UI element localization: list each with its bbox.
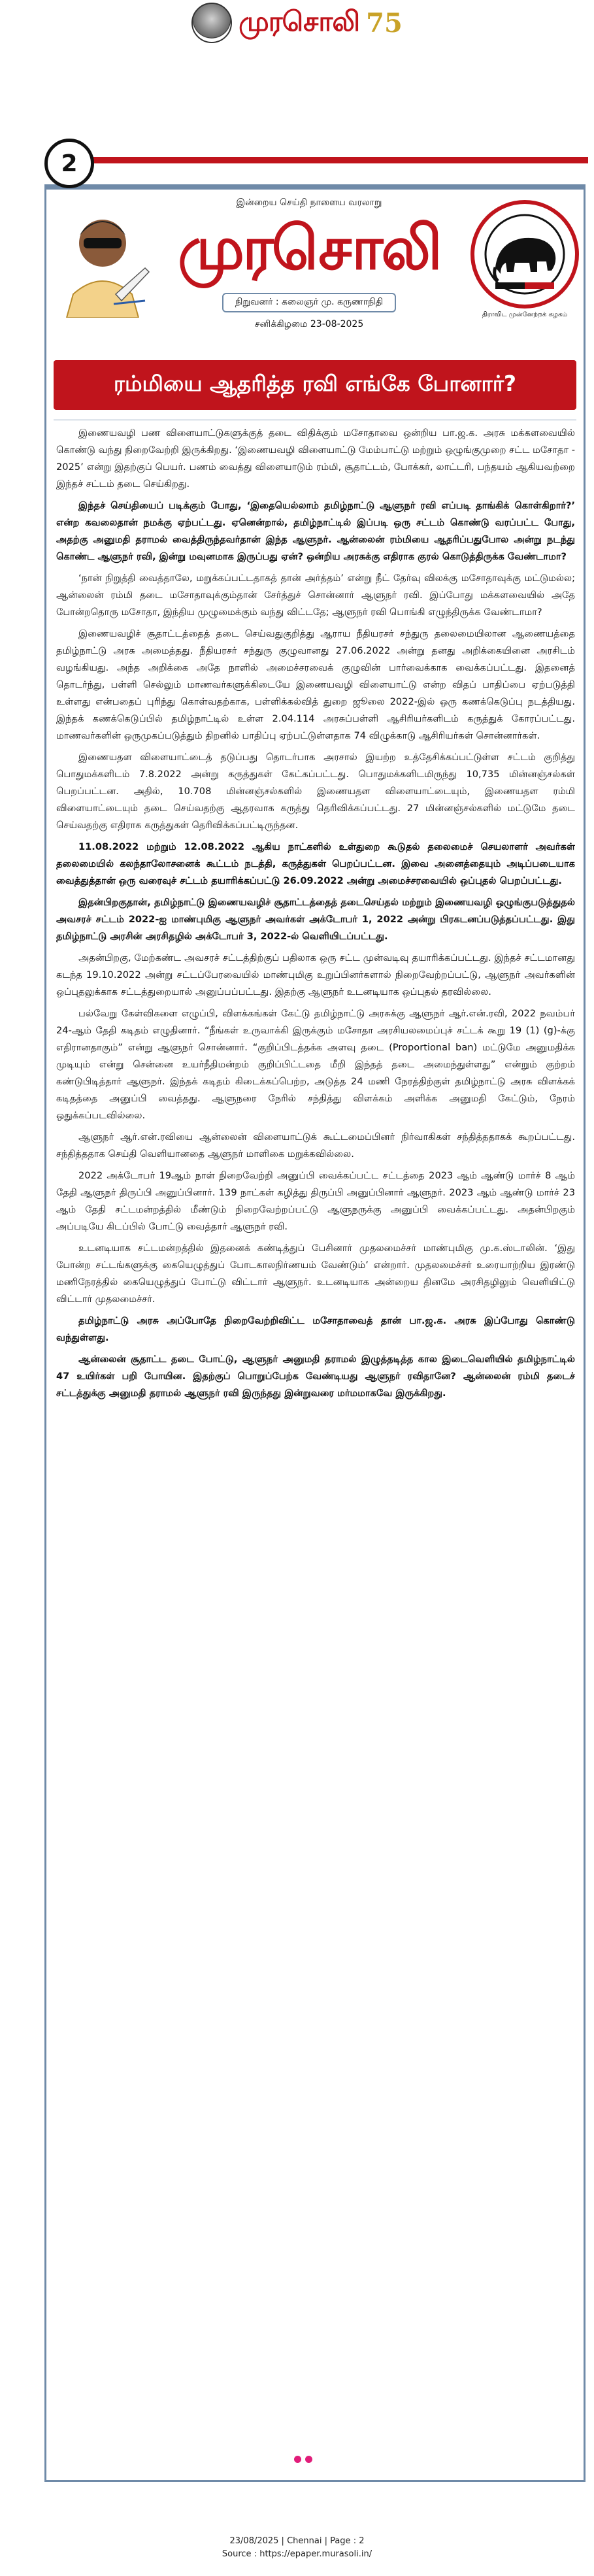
- end-marker: [294, 2456, 312, 2463]
- article-paragraph: ஆன்லைன் சூதாட்ட தடை போட்டு, ஆளுநர் அனுமதி தராமல் இழுத்தடித்த கால இடைவெளியில் தமிழ்நாட்டில் 47 உயிர்கள் பறி போயின. இதற்குப் பொறுப்பேற்க வேண்டியது ஆளுநர் ரவிதானே? ஆன்லைன் ரம்மி தடைச் சட்டத்துக்கு அனுமதி தராமல் ஆளுநர் ரவி இருந்தது இன்றுவரை மர்மமாகவே இருக்கிறது.: [56, 1354, 575, 1399]
- article-paragraph: 2022 அக்டோபர் 19ஆம் நாள் நிறைவேற்றி அனுப்பி வைக்கப்பட்ட சட்டத்தை 2023 ஆம் ஆண்டு மார்ச் 8 ஆம் தேதி ஆளுநர் திருப்பி அனுப்பினார். 139 நாட்கள் கழித்து திருப்பி அனுப்பினார் ஆளுநர். 2023 ஆம் ஆண்டு மார்ச் 23 ஆம் தேதி சட்டமன்றத்தில் மீண்டும் நிறைவேற்றப்பட்டு ஆளுநருக்கு அனுப்பி வைக்கப்பட்டது. அதன்பிறகும் அப்படியே கிடப்பில் போட்டு வைத்தார் ஆளுநர் ரவி.: [56, 1170, 575, 1232]
- article-paragraph: இதன்பிறகுதான், தமிழ்நாட்டு இணையவழிச் சூதாட்டத்தைத் தடைசெய்தல் மற்றும் இணையவழி ஒழுங்குபடுத்துதல் அவசரச் சட்டம் 2022-ஐ மாண்புமிகு ஆளுநர் அவர்கள் அக்டோபர் 1, 2022 அன்று பிரகடனப்படுத்தப்பட்டது. இது தமிழ்நாட்டு அரசின் அரசிதழில் அக்டோபர் 3, 2022-ல் வெளியிடப்பட்டது.: [56, 897, 575, 942]
- masthead-logo: முரசொலி: [239, 5, 360, 37]
- nameplate-name: முரசொலி: [178, 213, 440, 283]
- footer-source-line: Source : https://epaper.murasoli.in/: [222, 2549, 372, 2559]
- masthead-emblem-icon: [191, 3, 232, 43]
- article-paragraph: ‘நான் நிறுத்தி வைத்தாலே, மறுக்கப்பட்டதாகத் தான் அர்த்தம்’ என்று நீட் தேர்வு விலக்கு மசோதாவுக்கு மட்டுமல்ல; ஆன்லைன் ரம்மி தடை மசோதாவுக்கும்தான் சேர்த்துச் சொன்னார் ஆளுநர் ரவி. இப்போது மக்களவையில் அதே போன்றதொரு மசோதா, இந்திய முழுமைக்கும் வந்து விட்டதே; ஆளுநர் ரவி பொங்கி எழுந்திருக்க வேண்டாமா?: [56, 573, 575, 618]
- issue-date: சனிக்கிழமை 23-08-2025: [254, 319, 364, 329]
- article-paragraph: இந்தச் செய்தியைப் படிக்கும் போது, ‘இதையெல்லாம் தமிழ்நாட்டு ஆளுநர் ரவி எப்படி தாங்கிக் கொள்கிறார்?’ என்ற கவலைதான் நமக்கு ஏற்பட்டது. ஏனென்றால், தமிழ்நாட்டில் இப்படி ஒரு சட்டம் கொண்டு வரப்பட்ட போது, அதற்கு அனுமதி தராமல் வைத்திருந்தவர்தான் இந்த ஆளுநர். ஆன்லைன் ரம்மியை ஆதரிப்பதுபோல அன்று நடந்து கொண்ட ஆளுநர் ரவி, இன்று மவுனமாக இருப்பது ஏன்? ஒன்றிய அரசுக்கு எதிராக குரல் கொடுத்திருக்க வேண்டாமா?: [56, 500, 575, 562]
- article-paragraph: இணையவழிச் சூதாட்டத்தைத் தடை செய்வதுகுறித்து ஆராய நீதியரசர் சந்துரு தலைமையிலான ஆணையத்தை தமிழ்நாட்டு அரசு அமைத்தது. நீதியரசர் சந்துரு குழுவானது 27.06.2022 அன்று தனது அறிக்கையினை அரசிடம் வழங்கியது. அந்த அறிக்கை அதே நாளில் அமைச்சரவைக் குழுவின் பார்வைக்காக வைக்கப்பட்டது. இதனைத் தொடர்ந்து, பள்ளி செல்லும் மாணவர்களுக்கிடையே இணையவழி விளையாட்டு என்ற விதப் பாதிப்பை ஏற்படுத்தி உள்ளது என்பதைப் புரிந்து கொள்வதற்காக, பள்ளிக்கல்வித் துறை ஜூலை 2022-இல் ஒரு கணக்கெடுப்பு நடத்தியது. இந்தக் கணக்கெடுப்பில் தமிழ்நாட்டில் உள்ள 2.04.114 அரசுப்பள்ளி ஆசிரியர்களிடம் கருத்துக் கோரப்பட்டது. மாணவர்களின் ஒருமுகப்படுத்தும் திறனில் பாதிப்பு ஏற்பட்டுள்ளதாக 74 விழுக்காடு ஆசிரியர்கள் சொன்னார்கள்.: [56, 628, 575, 741]
- footer-date-line: 23/08/2025 | Chennai | Page : 2: [229, 2536, 365, 2546]
- article-paragraph: பல்வேறு கேள்விகளை எழுப்பி, விளக்கங்கள் கேட்டு தமிழ்நாட்டு அரசுக்கு ஆளுநர் ஆர்.என்.ரவி, 2022 நவம்பர் 24-ஆம் தேதி கடிதம் எழுதினார். “நீங்கள் உருவாக்கி இருக்கும் மசோதா அரசியலமைப்புச் சட்டக் கூறு 19 (1) (g)-க்கு எதிரானதாகும்” என்று ஆளுநர் சொன்னார். “குறிப்பிடத்தக்க அளவு தடை (Proportional ban) மட்டுமே அனுமதிக்க முடியும் என்று சென்னை உயர்நீதிமன்றம் குறிப்பிட்டதை மீறி இந்தத் தடை அமைந்துள்ளது” என்றும் குற்றம் கண்டுபிடித்தார் ஆளுநர். இந்தக் கடிதம் கிடைக்கப்பெற்ற, அடுத்த 24 மணி நேரத்திற்குள் தமிழ்நாட்டு அரசு விளக்கக் கடிதத்தை அனுப்பி வைத்தது. ஆளுநரை நேரில் சந்தித்து விளக்கம் அளிக்க அனுமதி கேட்டும், நேரம் ஒதுக்கப்படவில்லை.: [56, 1008, 575, 1121]
- article-paragraph: தமிழ்நாட்டு அரசு அப்போதே நிறைவேற்றிவிட்ட மசோதாவைத் தான் பா.ஜ.க. அரசு இப்போது கொண்டு வந்துள்ளது.: [56, 1315, 575, 1343]
- party-seal-elephant-icon: [469, 199, 580, 310]
- article-paragraph: ஆளுநர் ஆர்.என்.ரவியை ஆன்லைன் விளையாட்டுக் கூட்டமைப்பினர் நிர்வாகிகள் சந்தித்ததாகக் கூறப்பட்டது. சந்தித்ததாக செய்தி வெளியானதை ஆளுநர் மாளிகை மறுக்கவில்லை.: [56, 1131, 575, 1160]
- masthead: [0, 0, 594, 46]
- article-body: [56, 425, 575, 2451]
- page-number-badge: 2: [44, 139, 94, 188]
- jubilee-number: 75: [366, 7, 403, 39]
- nameplate-founder: நிறுவனர் : கலைஞர் மு. கருணாநிதி: [222, 293, 396, 312]
- frame-top-strip: [44, 184, 586, 190]
- article-paragraph: உடனடியாக சட்டமன்றத்தில் இதனைக் கண்டித்துப் பேசினார் முதலமைச்சர் மாண்புமிகு மு.க.ஸ்டாலின். ‘இது போன்ற சட்டங்களுக்கு கையெழுத்துப் போடகாலநிர்ணயம் வேண்டும்’ என்றார். முதலமைச்சர் உரையாற்றிய இரண்டு மணிநேரத்தில் கையெழுத்துப் போட்டு விட்டார் ஆளுநர். உடனடியாக அன்றைய தினமே அரசிதழிலும் வெளியிட்டு விட்டார் முதலமைச்சர்.: [56, 1243, 575, 1305]
- page-bar: [85, 157, 588, 163]
- jubilee-badge: [366, 8, 403, 39]
- article-paragraph: 11.08.2022 மற்றும் 12.08.2022 ஆகிய நாட்களில் உள்துறை கூடுதல் தலைமைச் செயலாளர் அவர்கள் தலைமையில் கலந்தாலோசனைக் கூட்டம் நடத்தி, கருத்துகள் பெறப்பட்டன. இவை அனைத்தையும் அடிப்படையாக வைத்துத்தான் ஒரு வரைவுச் சட்டம் தயாரிக்கப்பட்டு 26.09.2022 அன்று அமைச்சரவையில் ஒப்புதல் பெறப்பட்டது.: [56, 841, 575, 886]
- karunanidhi-portrait: [54, 196, 152, 318]
- nameplate-tagline: இன்றைய செய்தி நாளைய வரலாறு: [236, 197, 382, 208]
- seal-caption: திராவிட முன்னேற்றக் கழகம்: [482, 311, 568, 318]
- footer: [0, 2535, 594, 2561]
- end-dot: [305, 2456, 312, 2463]
- end-dot: [294, 2456, 301, 2463]
- nameplate: [156, 193, 463, 357]
- article-paragraph: இணையவழி பண விளையாட்டுகளுக்குத் தடை விதிக்கும் மசோதாவை ஒன்றிய பா.ஜ.க. அரசு மக்களவையில் கொண்டு வந்து நிறைவேற்றி இருக்கிறது. ‘இணையவழி விளையாட்டு மேம்பாட்டு மற்றும் ஒழுங்குமுறை சட்ட மசோதா - 2025’ என்று இதற்குப் பெயர். பணம் வைத்து விளையாடும் ரம்மி, சூதாட்டம், போக்கர், லாட்டரி, பந்தயம் ஆகியவற்றை இந்தச் சட்டம் தடை செய்கிறது.: [56, 427, 575, 490]
- article-paragraph: இணையதள விளையாட்டைத் தடுப்பது தொடர்பாக அரசால் இயற்ற உத்தேசிக்கப்பட்டுள்ள சட்டம் குறித்து பொதுமக்களிடம் 7.8.2022 அன்று கருத்துகள் கேட்கப்பட்டது. பொதுமக்களிடமிருந்து 10,735 மின்னஞ்சல்கள் பெறப்பட்டன. அதில், 10.708 மின்னஞ்சல்களில் இணையதள விளையாட்டையும், இணையதள ரம்மி விளையாட்டையும் தடை செய்வதற்கு ஆதரவாக கருத்து தெரிவிக்கப்பட்டது. 27 மின்னஞ்சல்களில் மட்டுமே தடை செய்வதற்கு எதிராக கருத்துகள் தெரிவிக்கப்பட்டிருந்தன.: [56, 752, 575, 831]
- article-paragraph: அதன்பிறகு, மேற்கண்ட அவசரச் சட்டத்திற்குப் பதிலாக ஒரு சட்ட முன்வடிவு தயாரிக்கப்பட்டது. இந்தச் சட்டமானது கடந்த 19.10.2022 அன்று சட்டப்பேரவையில் மாண்புமிகு உறுப்பினர்களால் நிறைவேற்றப்பட்டு, ஆளுநர் அவர்களின் ஒப்புதலுக்காக சட்டத்துறையால் அனுப்பப்பட்டது. இதற்கு ஆளுநர் உடனடியாக ஒப்புதல் தரவில்லை.: [56, 952, 575, 997]
- headline: ரம்மியை ஆதரித்த ரவி எங்கே போனார்?: [54, 360, 576, 410]
